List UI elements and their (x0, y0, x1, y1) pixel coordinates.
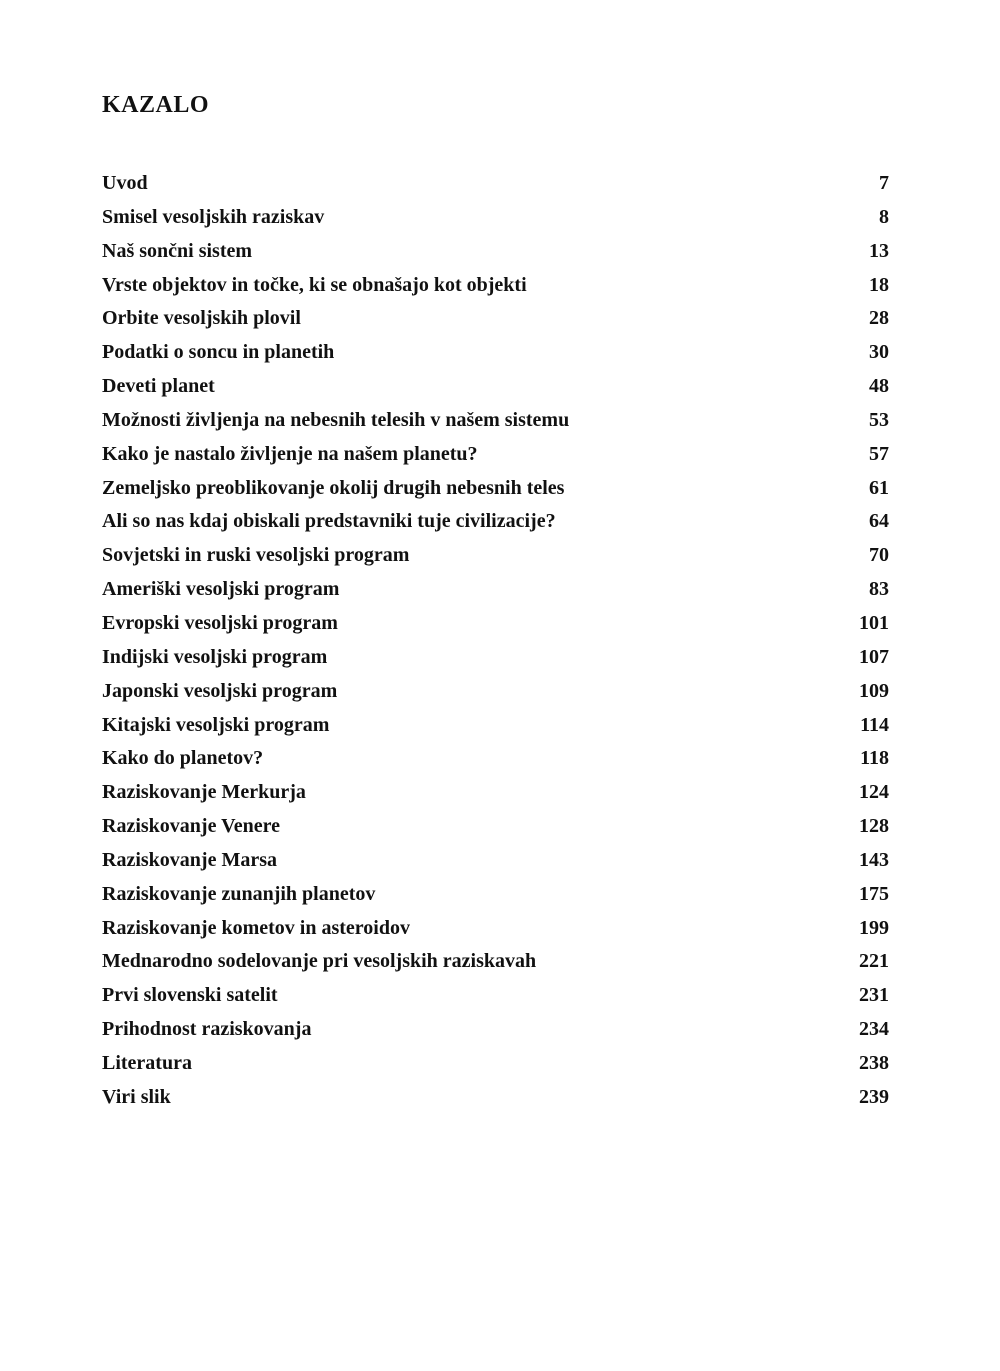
toc-entry-title: Evropski vesoljski program (102, 611, 338, 634)
toc-entry-title: Prihodnost raziskovanja (102, 1018, 312, 1041)
toc-entry-page-number: 30 (869, 341, 889, 364)
toc-entry-title: Sovjetski in ruski vesoljski program (102, 544, 410, 567)
toc-entry-page-number: 143 (859, 848, 889, 871)
toc-entry-title: Japonski vesoljski program (102, 679, 338, 702)
toc-entry-title: Orbite vesoljskih plovil (102, 307, 301, 330)
toc-entry (102, 305, 889, 339)
toc-entry-page-number: 61 (869, 476, 889, 499)
toc-entry-title: Literatura (102, 1051, 192, 1074)
toc-entry (102, 238, 889, 272)
toc-entry-title: Kako do planetov? (102, 747, 264, 770)
toc-entry (102, 779, 889, 813)
toc-entry-page-number: 28 (869, 307, 889, 330)
toc-entry (102, 508, 889, 542)
toc-entry (102, 407, 889, 441)
toc-entry-title: Raziskovanje Venere (102, 815, 280, 838)
toc-entry (102, 204, 889, 238)
toc-entry (102, 475, 889, 509)
toc-entry (102, 610, 889, 644)
toc-entry-page-number: 8 (879, 205, 889, 228)
toc-entry-title: Smisel vesoljskih raziskav (102, 205, 325, 228)
toc-entry (102, 644, 889, 678)
toc-entry-title: Naš sončni sistem (102, 239, 253, 262)
toc-entry-page-number: 175 (859, 882, 889, 905)
toc-entry (102, 847, 889, 881)
toc-entry (102, 373, 889, 407)
toc-entry-page-number: 109 (859, 679, 889, 702)
toc-entry (102, 712, 889, 746)
toc-entry-page-number: 124 (859, 781, 889, 804)
toc-entry-title: Viri slik (102, 1085, 171, 1108)
toc-entry (102, 441, 889, 475)
toc-entry-page-number: 18 (869, 273, 889, 296)
toc-entry-page-number: 13 (869, 239, 889, 262)
toc-entry-page-number: 128 (859, 815, 889, 838)
toc-entry-page-number: 221 (859, 950, 889, 973)
toc-entry (102, 1050, 889, 1084)
toc-entry-page-number: 231 (859, 984, 889, 1007)
toc-entry-title: Raziskovanje zunanjih planetov (102, 882, 376, 905)
toc-entry-title: Podatki o soncu in planetih (102, 341, 335, 364)
toc-entry-page-number: 64 (869, 510, 889, 533)
toc-entry (102, 170, 889, 204)
toc-entry-title: Možnosti življenja na nebesnih telesih v našem sistemu (102, 408, 570, 431)
toc-entry (102, 982, 889, 1016)
toc-entry-title: Deveti planet (102, 375, 215, 398)
toc-entry-title: Raziskovanje kometov in asteroidov (102, 916, 410, 939)
toc-entry-title: Uvod (102, 172, 148, 194)
toc-entry-page-number: 70 (869, 544, 889, 567)
toc-entry (102, 678, 889, 712)
toc-entry (102, 272, 889, 306)
toc-entry-title: Kitajski vesoljski program (102, 713, 330, 736)
toc-entry-page-number: 114 (860, 713, 889, 736)
toc-entry (102, 881, 889, 915)
toc-entry (102, 1084, 889, 1118)
toc-entry-title: Mednarodno sodelovanje pri vesoljskih raziskavah (102, 950, 537, 973)
toc-entry-page-number: 107 (859, 645, 889, 668)
toc-entry (102, 339, 889, 373)
toc-entry-title: Indijski vesoljski program (102, 645, 328, 668)
toc-entry (102, 915, 889, 949)
toc-entry-page-number: 48 (869, 375, 889, 398)
toc-entry (102, 948, 889, 982)
toc-entry-title: Ameriški vesoljski program (102, 578, 340, 601)
toc-entry-page-number: 83 (869, 578, 889, 601)
toc-entry-title: Prvi slovenski satelit (102, 984, 278, 1007)
toc-entry-title: Vrste objektov in točke, ki se obnašajo kot objekti (102, 273, 527, 296)
toc-entry-page-number: 101 (859, 611, 889, 634)
toc-entry (102, 576, 889, 610)
toc-entry-page-number: 57 (869, 442, 889, 465)
toc-entry-title: Raziskovanje Marsa (102, 848, 277, 871)
table-of-contents (102, 170, 889, 1118)
toc-entry-page-number: 7 (879, 172, 889, 194)
toc-entry-title: Ali so nas kdaj obiskali predstavniki tuje civilizacije? (102, 510, 556, 533)
toc-entry-page-number: 199 (859, 916, 889, 939)
page-title: KAZALO (102, 92, 210, 118)
toc-entry-title: Kako je nastalo življenje na našem planetu? (102, 442, 478, 465)
toc-entry-page-number: 234 (859, 1018, 889, 1041)
toc-entry-page-number: 239 (859, 1085, 889, 1108)
toc-entry (102, 1016, 889, 1050)
toc-entry-page-number: 118 (860, 747, 889, 770)
toc-entry (102, 813, 889, 847)
toc-entry-title: Raziskovanje Merkurja (102, 781, 306, 804)
toc-entry (102, 745, 889, 779)
toc-entry-page-number: 238 (859, 1051, 889, 1074)
toc-entry-page-number: 53 (869, 408, 889, 431)
toc-entry (102, 542, 889, 576)
toc-entry-title: Zemeljsko preoblikovanje okolij drugih nebesnih teles (102, 476, 565, 499)
